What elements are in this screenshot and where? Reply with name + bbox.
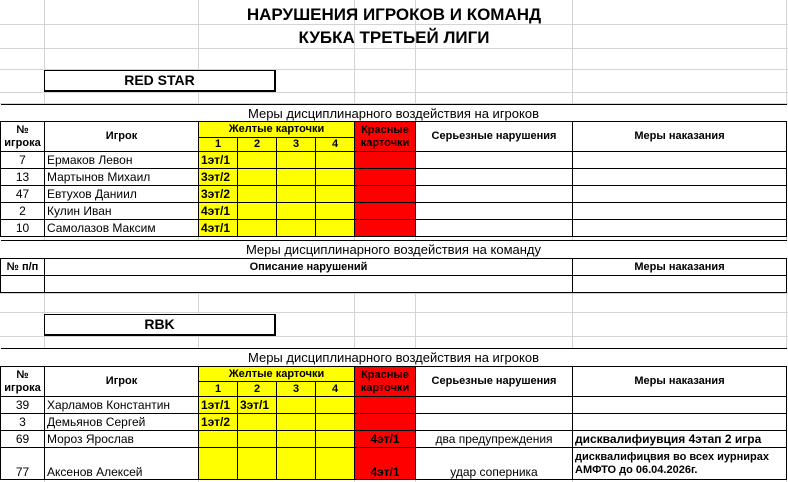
red-card[interactable] xyxy=(355,220,416,237)
col-header-measures: Меры наказания xyxy=(573,259,787,276)
section-title: Меры дисциплинарного воздействия на игроков xyxy=(1,349,787,367)
table-row xyxy=(1,186,787,203)
player-name[interactable]: Аксенов Алексей xyxy=(45,448,199,480)
player-number[interactable]: 7 xyxy=(1,152,45,169)
yellow-card-2[interactable] xyxy=(238,220,277,237)
col-header-num: № игрока xyxy=(1,367,45,397)
yellow-card-1[interactable]: 3эт/2 xyxy=(199,186,238,203)
yellow-card-1[interactable]: 1эт/2 xyxy=(199,414,238,431)
player-number[interactable]: 10 xyxy=(1,220,45,237)
col-header-red: Красные карточки xyxy=(355,367,416,397)
yellow-card-4[interactable] xyxy=(316,397,355,414)
col-header-y1: 1 xyxy=(199,382,238,397)
yellow-card-2[interactable] xyxy=(238,203,277,220)
col-header-yellow: Желтые карточки xyxy=(199,122,355,138)
yellow-card-4[interactable] xyxy=(316,414,355,431)
yellow-card-3[interactable] xyxy=(277,431,316,448)
col-header-serious: Серьезные нарушения xyxy=(416,122,573,152)
penalty-measure[interactable] xyxy=(573,220,787,237)
yellow-card-1[interactable]: 1эт/1 xyxy=(199,397,238,414)
page-subtitle: КУБКА ТРЕТЬЕЙ ЛИГИ xyxy=(298,28,490,47)
col-header-y3: 3 xyxy=(277,382,316,397)
serious-violation[interactable]: удар соперника xyxy=(416,448,573,480)
col-header-y3: 3 xyxy=(277,138,316,152)
team-violation-desc[interactable] xyxy=(45,276,573,293)
yellow-card-4[interactable] xyxy=(316,448,355,480)
red-card[interactable] xyxy=(355,203,416,220)
section-title: Меры дисциплинарного воздействия на игроков xyxy=(1,105,787,122)
yellow-card-3[interactable] xyxy=(277,448,316,480)
col-header-y2: 2 xyxy=(238,138,277,152)
gridline xyxy=(0,293,788,294)
team1-team-table xyxy=(0,240,787,293)
yellow-card-2[interactable] xyxy=(238,414,277,431)
team-violation-measure[interactable] xyxy=(573,276,787,293)
red-card[interactable] xyxy=(355,186,416,203)
yellow-card-3[interactable] xyxy=(277,397,316,414)
gridline xyxy=(0,92,788,93)
yellow-card-2[interactable]: 3эт/1 xyxy=(238,397,277,414)
col-header-player: Игрок xyxy=(45,122,199,152)
penalty-measure[interactable] xyxy=(573,414,787,431)
yellow-card-1[interactable] xyxy=(199,448,238,480)
gridline xyxy=(0,48,788,49)
yellow-card-3[interactable] xyxy=(277,220,316,237)
yellow-card-4[interactable] xyxy=(316,220,355,237)
penalty-measure[interactable] xyxy=(573,186,787,203)
yellow-card-4[interactable] xyxy=(316,431,355,448)
serious-violation[interactable] xyxy=(416,414,573,431)
player-number[interactable]: 39 xyxy=(1,397,45,414)
yellow-card-4[interactable] xyxy=(316,152,355,169)
yellow-card-2[interactable] xyxy=(238,431,277,448)
yellow-card-3[interactable] xyxy=(277,186,316,203)
col-header-desc: Описание нарушений xyxy=(45,259,573,276)
col-header-red: Красные карточки xyxy=(355,122,416,152)
col-header-y4: 4 xyxy=(316,138,355,152)
yellow-card-3[interactable] xyxy=(277,169,316,186)
red-card[interactable] xyxy=(355,169,416,186)
col-header-num: № игрока xyxy=(1,122,45,152)
player-name[interactable]: Мартынов Михаил xyxy=(45,169,199,186)
player-name[interactable]: Самолазов Максим xyxy=(45,220,199,237)
yellow-card-4[interactable] xyxy=(316,203,355,220)
serious-violation[interactable] xyxy=(416,152,573,169)
penalty-measure[interactable]: дисквалифицвия во всех иурнирах АМФТО до 06.04.2026г. xyxy=(573,448,787,480)
serious-violation[interactable]: два предупреждения xyxy=(416,431,573,448)
page-title: НАРУШЕНИЯ ИГРОКОВ И КОМАНД xyxy=(246,5,542,24)
player-name[interactable]: Евтухов Даниил xyxy=(45,186,199,203)
yellow-card-1[interactable]: 4эт/1 xyxy=(199,220,238,237)
player-number[interactable]: 13 xyxy=(1,169,45,186)
table-row xyxy=(1,220,787,237)
player-number[interactable]: 2 xyxy=(1,203,45,220)
team-name[interactable]: RED STAR xyxy=(44,70,276,92)
serious-violation[interactable] xyxy=(416,203,573,220)
table-row xyxy=(1,276,787,293)
yellow-card-1[interactable]: 3эт/2 xyxy=(199,169,238,186)
yellow-card-4[interactable] xyxy=(316,169,355,186)
player-name[interactable]: Харламов Константин xyxy=(45,397,199,414)
player-number[interactable]: 3 xyxy=(1,414,45,431)
table-row xyxy=(1,152,787,169)
col-header-np: № п/п xyxy=(1,259,45,276)
col-header-y4: 4 xyxy=(316,382,355,397)
yellow-card-2[interactable] xyxy=(238,186,277,203)
player-number[interactable]: 69 xyxy=(1,431,45,448)
table-row xyxy=(1,203,787,220)
yellow-card-3[interactable] xyxy=(277,203,316,220)
serious-violation[interactable] xyxy=(416,169,573,186)
player-name[interactable]: Мороз Ярослав xyxy=(45,431,199,448)
penalty-measure[interactable] xyxy=(573,152,787,169)
yellow-card-4[interactable] xyxy=(316,186,355,203)
yellow-card-2[interactable] xyxy=(238,152,277,169)
serious-violation[interactable] xyxy=(416,397,573,414)
player-name[interactable]: Кулин Иван xyxy=(45,203,199,220)
yellow-card-2[interactable] xyxy=(238,448,277,480)
red-card[interactable] xyxy=(355,397,416,414)
col-header-serious: Серьезные нарушения xyxy=(416,367,573,397)
penalty-measure[interactable] xyxy=(573,169,787,186)
red-card[interactable]: 4эт/1 xyxy=(355,448,416,480)
yellow-card-1[interactable] xyxy=(199,431,238,448)
table-row xyxy=(1,397,787,414)
penalty-measure[interactable] xyxy=(573,203,787,220)
player-name[interactable]: Демьянов Сергей xyxy=(45,414,199,431)
col-header-measures: Меры наказания xyxy=(573,367,787,397)
yellow-card-1[interactable]: 4эт/1 xyxy=(199,203,238,220)
yellow-card-1[interactable]: 1эт/1 xyxy=(199,152,238,169)
player-number[interactable]: 77 xyxy=(1,448,45,480)
section-title: Меры дисциплинарного воздействия на команду xyxy=(1,241,787,259)
penalty-measure[interactable] xyxy=(573,397,787,414)
team-violation-np[interactable] xyxy=(1,276,45,293)
serious-violation[interactable] xyxy=(416,186,573,203)
col-header-yellow: Желтые карточки xyxy=(199,367,355,382)
player-name[interactable]: Ермаков Левон xyxy=(45,152,199,169)
team1-players-table xyxy=(0,104,787,237)
red-card[interactable] xyxy=(355,152,416,169)
col-header-measures: Меры наказания xyxy=(573,122,787,152)
serious-violation[interactable] xyxy=(416,220,573,237)
table-row xyxy=(1,169,787,186)
team2-players-table xyxy=(0,348,787,480)
col-header-y1: 1 xyxy=(199,138,238,152)
table-row xyxy=(1,431,787,448)
yellow-card-3[interactable] xyxy=(277,152,316,169)
penalty-measure[interactable]: дисквалифиувция 4этап 2 игра xyxy=(573,431,787,448)
yellow-card-3[interactable] xyxy=(277,414,316,431)
col-header-y2: 2 xyxy=(238,382,277,397)
col-header-player: Игрок xyxy=(45,367,199,397)
table-row xyxy=(1,414,787,431)
player-number[interactable]: 47 xyxy=(1,186,45,203)
gridline xyxy=(0,312,788,313)
team-name[interactable]: RBK xyxy=(44,314,276,336)
red-card[interactable] xyxy=(355,414,416,431)
gridline xyxy=(0,336,788,337)
table-row xyxy=(1,448,787,480)
yellow-card-2[interactable] xyxy=(238,169,277,186)
red-card[interactable]: 4эт/1 xyxy=(355,431,416,448)
